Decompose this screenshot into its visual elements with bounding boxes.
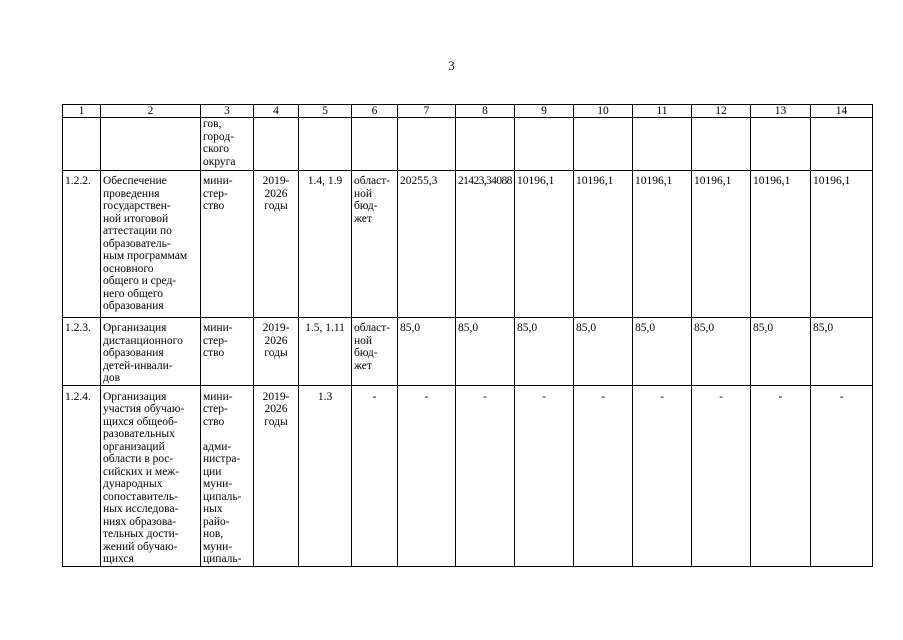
column-number: 14 bbox=[811, 105, 873, 118]
value-cell: - bbox=[456, 385, 515, 566]
indicator: 1.4, 1.9 bbox=[299, 171, 352, 318]
table-row bbox=[63, 118, 873, 171]
value-cell: 21423,34088 bbox=[456, 171, 515, 318]
row-number: 1.2.2. bbox=[63, 171, 101, 318]
value-cell bbox=[811, 118, 873, 171]
column-number: 13 bbox=[751, 105, 811, 118]
value-cell: 85,0 bbox=[692, 318, 751, 386]
indicator: 1.5, 1.11 bbox=[299, 318, 352, 386]
program-table bbox=[62, 104, 873, 567]
value-cell: - bbox=[811, 385, 873, 566]
column-number: 5 bbox=[299, 105, 352, 118]
measure-name: Обеспечение проведения государствен- ной итоговой аттестации по образователь- ным программам основного общего и сред- него общего образования bbox=[101, 171, 201, 318]
value-cell: 10196,1 bbox=[515, 171, 574, 318]
column-number: 10 bbox=[574, 105, 633, 118]
value-cell bbox=[751, 118, 811, 171]
value-cell: 10196,1 bbox=[751, 171, 811, 318]
indicator bbox=[299, 118, 352, 171]
funding-source bbox=[352, 118, 398, 171]
value-cell: 85,0 bbox=[751, 318, 811, 386]
value-cell bbox=[398, 118, 456, 171]
value-cell: 10196,1 bbox=[811, 171, 873, 318]
table-row bbox=[63, 171, 873, 318]
period: 2019- 2026 годы bbox=[254, 171, 299, 318]
row-number: 1.2.4. bbox=[63, 385, 101, 566]
value-cell bbox=[574, 118, 633, 171]
value-cell: - bbox=[751, 385, 811, 566]
value-cell: 10196,1 bbox=[633, 171, 692, 318]
column-number: 3 bbox=[201, 105, 254, 118]
executor: мини- стер- ство адми- нистра- ции муни- ципаль- ных райо- нов, муни- ципаль- bbox=[201, 385, 254, 566]
column-number: 2 bbox=[101, 105, 201, 118]
row-number bbox=[63, 118, 101, 171]
measure-name bbox=[101, 118, 201, 171]
column-number: 7 bbox=[398, 105, 456, 118]
value-cell: 85,0 bbox=[811, 318, 873, 386]
measure-name: Организация участия обучаю- щихся общеоб- разовательных организаций области в рос- сийских и меж- дународных сопоставитель- ных исследова- ниях образова- тельных дости- жений обучаю- щихся bbox=[101, 385, 201, 566]
value-cell: 85,0 bbox=[456, 318, 515, 386]
column-number: 9 bbox=[515, 105, 574, 118]
column-number-row bbox=[63, 105, 873, 118]
executor: мини- стер- ство bbox=[201, 318, 254, 386]
value-cell: 85,0 bbox=[515, 318, 574, 386]
column-number: 6 bbox=[352, 105, 398, 118]
executor: гов, город- ского округа bbox=[201, 118, 254, 171]
value-cell: - bbox=[633, 385, 692, 566]
funding-source: област- ной бюд- жет bbox=[352, 318, 398, 386]
column-number: 4 bbox=[254, 105, 299, 118]
value-cell: - bbox=[398, 385, 456, 566]
value-cell: 10196,1 bbox=[574, 171, 633, 318]
value-cell bbox=[456, 118, 515, 171]
measure-name: Организация дистанционного образования детей-инвали- дов bbox=[101, 318, 201, 386]
column-number: 1 bbox=[63, 105, 101, 118]
value-cell: 20255,3 bbox=[398, 171, 456, 318]
row-number: 1.2.3. bbox=[63, 318, 101, 386]
table-row bbox=[63, 318, 873, 386]
table-row bbox=[63, 385, 873, 566]
funding-source: - bbox=[352, 385, 398, 566]
value-cell: - bbox=[515, 385, 574, 566]
value-cell bbox=[692, 118, 751, 171]
executor: мини- стер- ство bbox=[201, 171, 254, 318]
funding-source: област- ной бюд- жет bbox=[352, 171, 398, 318]
value-cell: - bbox=[574, 385, 633, 566]
value-cell bbox=[515, 118, 574, 171]
period bbox=[254, 118, 299, 171]
value-cell bbox=[633, 118, 692, 171]
value-cell: 85,0 bbox=[398, 318, 456, 386]
indicator: 1.3 bbox=[299, 385, 352, 566]
value-cell: 85,0 bbox=[574, 318, 633, 386]
period: 2019- 2026 годы bbox=[254, 318, 299, 386]
value-cell: - bbox=[692, 385, 751, 566]
value-cell: 85,0 bbox=[633, 318, 692, 386]
value-cell: 10196,1 bbox=[692, 171, 751, 318]
column-number: 8 bbox=[456, 105, 515, 118]
page-number: 3 bbox=[448, 58, 455, 73]
column-number: 11 bbox=[633, 105, 692, 118]
column-number: 12 bbox=[692, 105, 751, 118]
period: 2019- 2026 годы bbox=[254, 385, 299, 566]
